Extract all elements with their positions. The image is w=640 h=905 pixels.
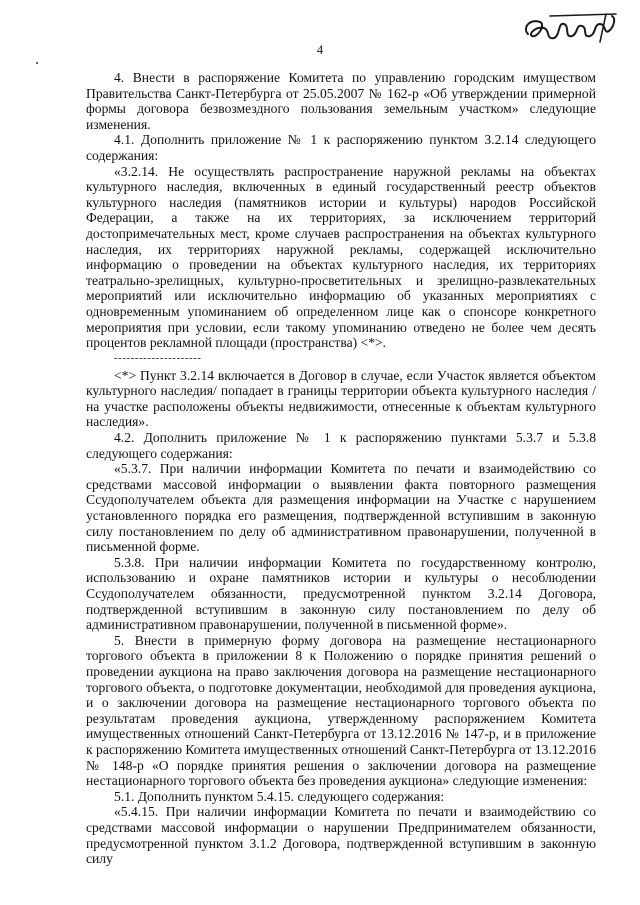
document-body (86, 70, 596, 867)
scan-speck (36, 62, 38, 64)
paragraph-4: 4. Внести в распоряжение Комитета по управлению городским имуществом Правительства Санкт-Петербурга от 25.05.2007 № 162-р «Об утверждении примерной формы договора безвозмездного пользования земельным участком» следующие изменения. (86, 70, 596, 132)
paragraph-5: 5. Внести в примерную форму договора на размещение нестационарного торгового объекта в приложении 8 к Положению о порядке принятия решений о проведении аукциона на право заключения договора на размещение нестационарного торгового объекта, о подготовке документации, необходимой для проведения аукциона, и о заключении договора на размещение нестационарного торгового объекта по результатам проведения аукциона, утвержденному распоряжением Комитета имущественных отношений Санкт-Петербурга от 13.12.2016 № 147-р, и в приложение к распоряжению Комитета имущественных отношений Санкт-Петербурга от 13.12.2016 № 148-р «О порядке принятия решения о заключении договора на размещение нестационарного торгового объекта без проведения аукциона» следующие изменения: (86, 632, 596, 789)
paragraph-5-3-7: «5.3.7. При наличии информации Комитета по печати и взаимодействию со средствами массовой информации о выявлении факта повторного размещения Ссудополучателем объекта для размещения информации на Участке с нарушением установленного порядка его размещения, подтвержденной вступившим в законную силу постановлением по делу об административном правонарушении, полученной в письменной форме. (86, 461, 596, 555)
page-number: 4 (316, 43, 324, 57)
paragraph-5-4-15: «5.4.15. При наличии информации Комитета по печати и взаимодействию со средствами массовой информации о нарушении Предпринимателем обязанности, предусмотренной пунктом 3.1.2 Договора, подтвержденной вступившим в законную силу (86, 804, 596, 867)
paragraph-4-2: 4.2. Дополнить приложение № 1 к распоряжению пунктами 5.3.7 и 5.3.8 следующего содержания: (86, 430, 596, 461)
paragraph-3-2-14: «3.2.14. Не осуществлять распространение наружной рекламы на объектах культурного наследия, включенных в единый государственный реестр объектов культурного наследия (памятников истории и культуры) народов Российской Федерации, а также на их территориях, за исключением территорий достопримечательных мест, кроме случаев распространения на объектах культурного наследия, их территориях наружной рекламы, содержащей исключительно информацию о проведении на объектах культурного наследия, их территориях театрально-зрелищных, культурно-просветительных и зрелищно-развлекательных мероприятий или исключительно информацию об указанных мероприятиях с одновременным упоминанием об определенном лице как о спонсоре конкретного мероприятия при условии, если такому упоминанию отведено не более чем десять процентов рекламной площади (пространства) <*>. (86, 163, 596, 351)
footnote-3-2-14: <*> Пункт 3.2.14 включается в Договор в случае, если Участок является объектом культурного наследия/ попадает в границы территории объекта культурного наследия / на участке расположены объекты недвижимости, отнесенные к объектам культурного наследия». (86, 367, 596, 430)
paragraph-5-3-8: 5.3.8. При наличии информации Комитета по государственному контролю, использованию и охране памятников истории и культуры о несоблюдении Ссудополучателем обязанности, предусмотренной пунктом 3.2.14 Договора, подтвержденной вступившим в законную силу постановлением по делу об административном правонарушении, полученной в письменной форме». (86, 554, 596, 633)
paragraph-5-1: 5.1. Дополнить пунктом 5.4.15. следующего содержания: (114, 788, 445, 804)
handwritten-signature (520, 8, 620, 48)
footnote-separator: --------------------- (114, 351, 202, 364)
paragraph-4-1: 4.1. Дополнить приложение № 1 к распоряжению пунктом 3.2.14 следующего содержания: (86, 132, 596, 163)
